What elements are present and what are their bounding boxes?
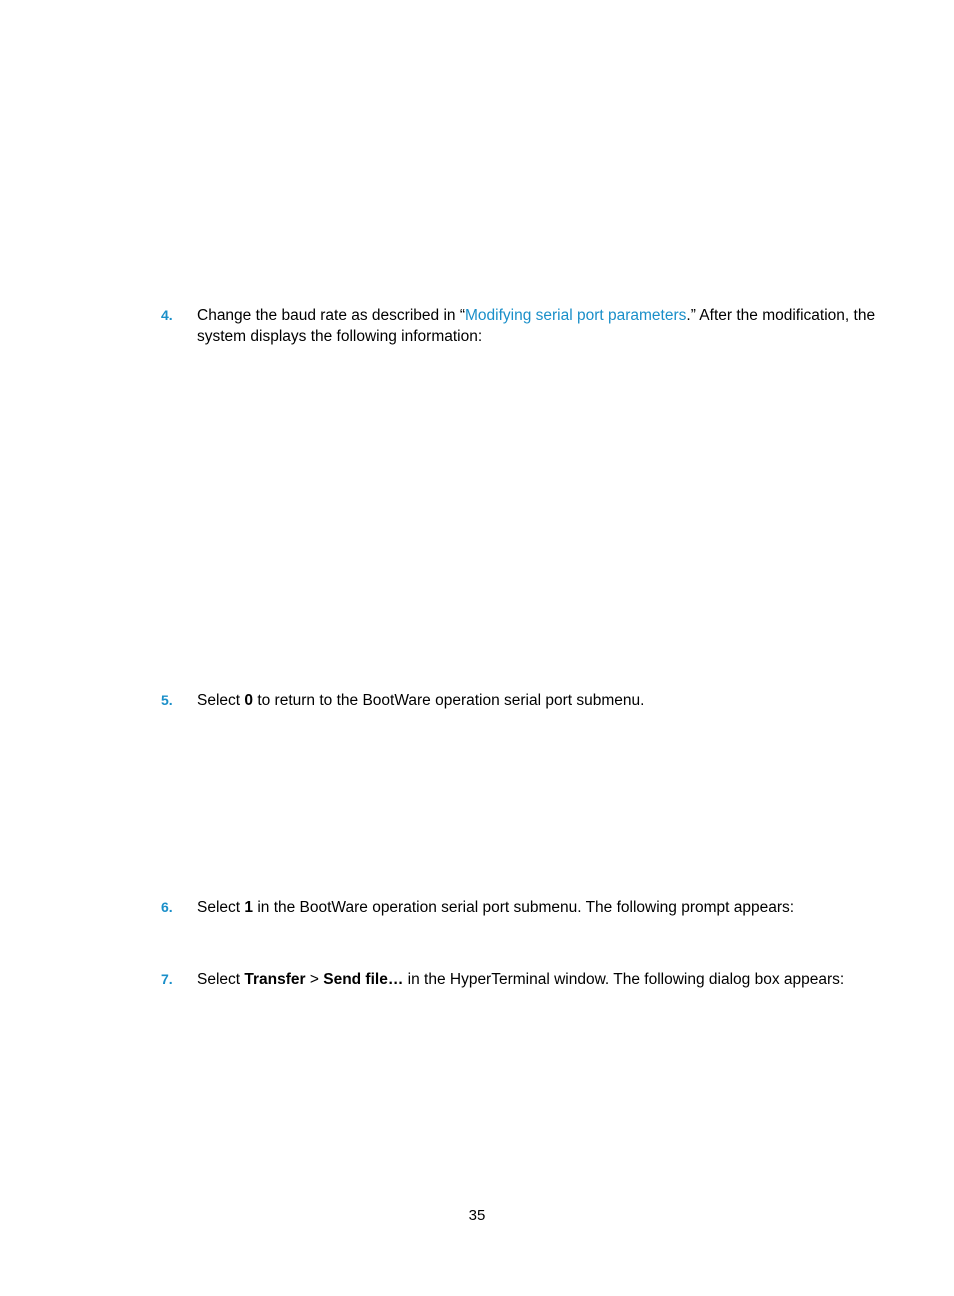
step-number: 5. (161, 692, 173, 708)
menu-transfer: Transfer (244, 971, 306, 988)
step-text-part: in the HyperTerminal window. The following dialog box appears: (403, 971, 845, 988)
step-text-part: in the BootWare operation serial port submenu. The following prompt appears: (253, 899, 795, 916)
step-text-part: > (305, 971, 324, 988)
menu-option-1: 1 (244, 899, 254, 916)
step-text-part: Select (197, 971, 245, 988)
step-text (197, 969, 877, 990)
step-text-part: Select (197, 692, 245, 709)
step-number: 7. (161, 971, 173, 987)
step-text-part: Select (197, 899, 245, 916)
step-text-part: Change the baud rate as described in “ (197, 307, 465, 324)
step-text (197, 305, 877, 347)
step-text-part: to return to the BootWare operation serial port submenu. (253, 692, 645, 709)
menu-send-file: Send file… (323, 971, 404, 988)
step-number: 4. (161, 307, 173, 323)
page-number: 35 (468, 1207, 486, 1224)
step-number: 6. (161, 899, 173, 915)
modifying-serial-port-parameters-link[interactable]: Modifying serial port parameters (464, 307, 687, 324)
step-text (197, 897, 877, 918)
step-text (197, 690, 877, 711)
menu-option-0: 0 (244, 692, 254, 709)
step-text-part: .” After the modification, the system displays the following information: (197, 307, 876, 345)
